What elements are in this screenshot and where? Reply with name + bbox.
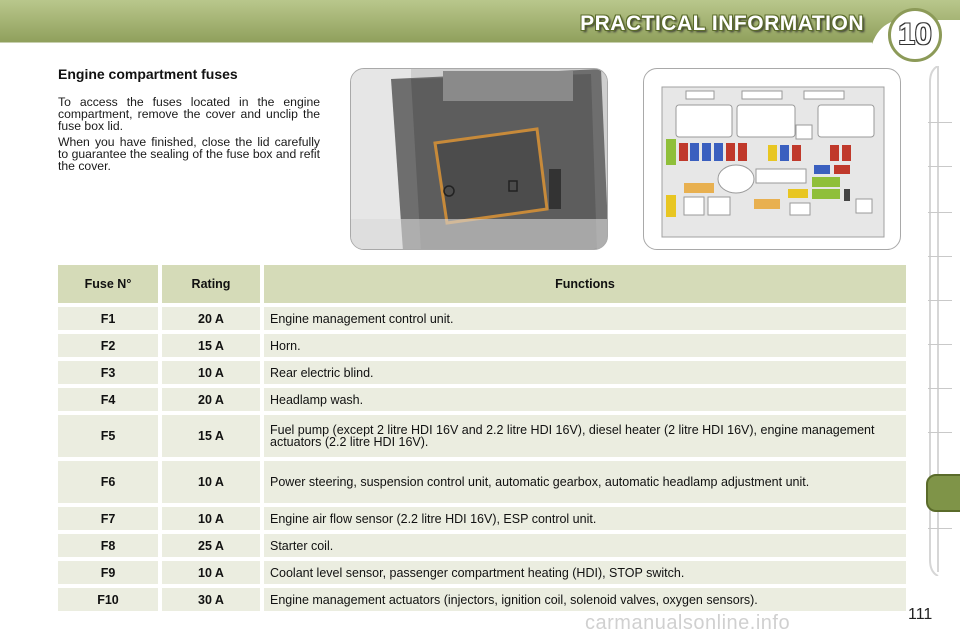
fuse-rating: 20 A xyxy=(162,388,260,411)
fuse-rating: 30 A xyxy=(162,588,260,611)
fuse-function: Starter coil. xyxy=(264,534,906,557)
table-header-row xyxy=(58,265,906,303)
fuse-function: Horn. xyxy=(264,334,906,357)
fuse-number: F4 xyxy=(58,388,158,411)
table-row xyxy=(58,307,906,330)
table-row xyxy=(58,415,906,457)
table-row xyxy=(58,561,906,584)
fuse-number: F10 xyxy=(58,588,158,611)
chapter-tab-divider xyxy=(928,212,952,213)
section-title: Engine compartment fuses xyxy=(58,66,238,82)
table-row xyxy=(58,334,906,357)
fuse-number: F6 xyxy=(58,461,158,503)
fuse-function: Fuel pump (except 2 litre HDI 16V and 2.2 litre HDI 16V), diesel heater (2 litre HDI 16V), engine management actuators (2.2 litre HDI 16V). xyxy=(264,415,906,457)
table-row xyxy=(58,388,906,411)
table-row xyxy=(58,534,906,557)
fuse-function: Rear electric blind. xyxy=(264,361,906,384)
fuse-function: Engine management actuators (injectors, ignition coil, solenoid valves, oxygen sensors). xyxy=(264,588,906,611)
chapter-tab-divider xyxy=(928,122,952,123)
fuse-function: Power steering, suspension control unit, automatic gearbox, automatic headlamp adjustment unit. xyxy=(264,461,906,503)
fuse-function: Engine air flow sensor (2.2 litre HDI 16V), ESP control unit. xyxy=(264,507,906,530)
chapter-tab-divider xyxy=(928,344,952,345)
table-row xyxy=(58,361,906,384)
header-rating: Rating xyxy=(162,265,260,303)
chapter-tab-divider xyxy=(928,256,952,257)
page-title: PRACTICAL INFORMATION xyxy=(580,12,864,35)
chapter-badge: 10 xyxy=(888,8,942,62)
fuse-function: Headlamp wash. xyxy=(264,388,906,411)
engine-compartment-photo xyxy=(350,68,608,250)
active-chapter-tab[interactable] xyxy=(926,474,960,512)
table-row xyxy=(58,588,906,611)
fuse-number: F3 xyxy=(58,361,158,384)
fuse-rating: 15 A xyxy=(162,415,260,457)
fuse-rating: 25 A xyxy=(162,534,260,557)
fuse-rating: 15 A xyxy=(162,334,260,357)
fuse-number: F5 xyxy=(58,415,158,457)
chapter-tab-divider xyxy=(928,432,952,433)
fuse-function: Coolant level sensor, passenger compartment heating (HDI), STOP switch. xyxy=(264,561,906,584)
chapter-tab-divider xyxy=(928,300,952,301)
fuse-rating: 20 A xyxy=(162,307,260,330)
header-fuse-number: Fuse N° xyxy=(58,265,158,303)
closing-paragraph: When you have finished, close the lid carefully to guarantee the sealing of the fuse box and refit the cover. xyxy=(58,135,320,173)
fuse-box-diagram xyxy=(643,68,901,250)
fuse-table xyxy=(54,261,910,615)
page-number: 111 xyxy=(908,606,933,623)
fuse-number: F9 xyxy=(58,561,158,584)
fuse-number: F7 xyxy=(58,507,158,530)
header-functions: Functions xyxy=(264,265,906,303)
fuse-number: F2 xyxy=(58,334,158,357)
fuse-rating: 10 A xyxy=(162,507,260,530)
table-row xyxy=(58,507,906,530)
table-row xyxy=(58,461,906,503)
intro-paragraph: To access the fuses located in the engine compartment, remove the cover and unclip the fuse box lid. xyxy=(58,95,320,133)
fuse-rating: 10 A xyxy=(162,461,260,503)
fuse-function: Engine management control unit. xyxy=(264,307,906,330)
chapter-tab-divider xyxy=(928,528,952,529)
fuse-rating: 10 A xyxy=(162,561,260,584)
fuse-number: F1 xyxy=(58,307,158,330)
fuse-rating: 10 A xyxy=(162,361,260,384)
chapter-tab-divider xyxy=(928,166,952,167)
chapter-tab-divider xyxy=(928,388,952,389)
fuse-number: F8 xyxy=(58,534,158,557)
watermark: carmanualsonline.info xyxy=(585,612,791,634)
